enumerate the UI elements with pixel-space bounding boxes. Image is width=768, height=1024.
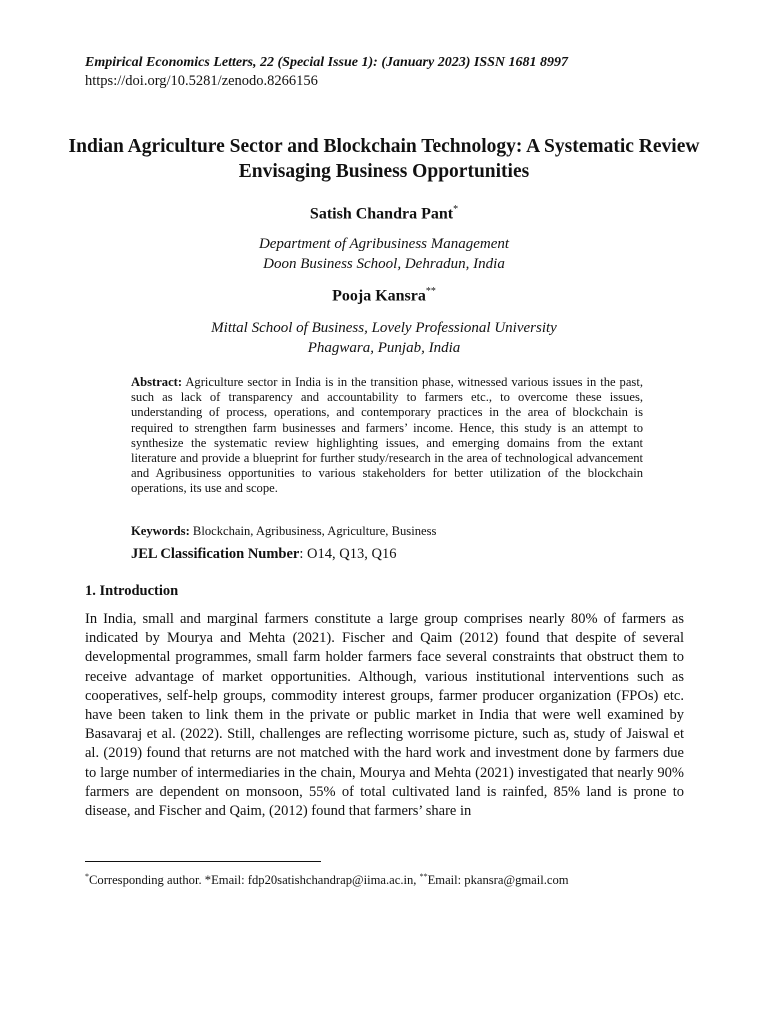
- jel-text: : O14, Q13, Q16: [299, 546, 397, 562]
- footnote: [85, 872, 569, 888]
- author-1-affiliation: [0, 234, 768, 274]
- author-1: [0, 204, 768, 223]
- section-heading: 1. Introduction: [85, 583, 179, 599]
- jel-label: JEL Classification Number: [131, 546, 300, 562]
- author-1-mark: *: [453, 204, 459, 215]
- author-1-name: Satish Chandra Pant: [309, 205, 454, 223]
- footnote-text-1: Corresponding author. *Email: fdp20satishchandrap@iima.ac.in,: [89, 873, 420, 888]
- keywords-text: Blockchain, Agribusiness, Agriculture, Business: [192, 524, 437, 538]
- keywords: [131, 524, 436, 539]
- journal-citation: Empirical Economics Letters, 22 (Special Issue 1): (January 2023) ISSN 1681 8997: [85, 55, 569, 70]
- abstract: [131, 375, 643, 497]
- author-2-mark: **: [425, 286, 436, 297]
- paper-title: Indian Agriculture Sector and Blockchain Technology: A Systematic Review Envisaging Business Opportunities: [68, 136, 700, 182]
- abstract-text: Agriculture sector in India is in the transition phase, witnessed various issues in the past, such as lack of transparency and accountability to farmers etc., to overcome these issues, understanding of process, operations, and contemporary practices in the area of blockchain is required to strengthen farm businesses and farmers’ income. Hence, this study is an attempt to synthesize the systematic review highlighting issues, and emerging domains from the extant literature and provide a blueprint for further study/research in the area of technological advancement and Agribusiness opportunities to various stakeholders for better utilization of the blockchain operations, its use and scope.: [131, 375, 643, 496]
- keywords-label: Keywords:: [131, 524, 190, 538]
- doi-link[interactable]: https://doi.org/10.5281/zenodo.8266156: [85, 73, 318, 89]
- author-2: [0, 286, 768, 305]
- abstract-label: Abstract:: [131, 375, 183, 389]
- footnote-divider: [85, 861, 321, 862]
- jel-classification: [131, 546, 396, 563]
- footnote-mark-1: *: [85, 872, 89, 881]
- affiliation-1-line-1: Department of Agribusiness Management: [258, 236, 510, 252]
- author-2-affiliation: [0, 318, 768, 358]
- affiliation-2-line-1: Mittal School of Business, Lovely Professional University: [211, 320, 557, 336]
- affiliation-1-line-2: Doon Business School, Dehradun, India: [263, 256, 505, 272]
- introduction-paragraph: In India, small and marginal farmers constitute a large group comprises nearly 80% of farmers as indicated by Mourya and Mehta (2021). Fischer and Qaim (2012) found that despite of several developmental programmes, small farm holder farmers face several constraints that obstruct them to receive advantage of market opportunities. Although, various institutional interventions such as cooperatives, self-help groups, commodity interest groups, farmer producer organization (FPOs) etc. have been taken to link them in the private or public market in India that were well examined by Basavaraj et al. (2022). Still, challenges are reflecting worrisome picture, such as, study of Jaiswal et al. (2019) found that returns are not matched with the hard work and investment done by farmers due to large number of intermediaries in the chain, Mourya and Mehta (2021) investigated that nearly 90% farmers are dependent on monsoon, 55% of total cultivated land is rainfed, 85% land is prone to disease, and Fischer and Qaim, (2012) found that farmers’ share in: [85, 611, 684, 820]
- footnote-mark-2: **: [419, 872, 428, 881]
- affiliation-2-line-2: Phagwara, Punjab, India: [307, 340, 461, 356]
- author-2-name: Pooja Kansra: [332, 287, 426, 305]
- footnote-text-2: Email: pkansra@gmail.com: [427, 873, 569, 888]
